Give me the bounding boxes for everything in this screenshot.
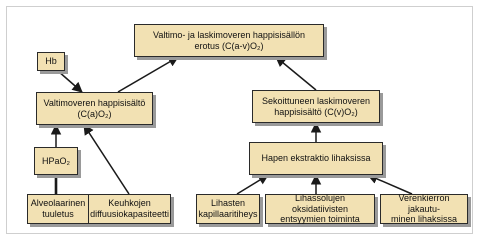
- arrow-capillarity-to-extraction: [237, 175, 268, 194]
- node-hpao2: [34, 147, 78, 175]
- node-hb: [37, 52, 65, 71]
- node-label-line: Lihasten: [210, 198, 246, 209]
- node-label-line: kapillaaritiheys: [198, 209, 258, 219]
- node-arterial-oxygen-content: [36, 92, 153, 125]
- arrow-diffusion-to-cao2: [84, 125, 129, 194]
- arrow-cvo2-to-difference: [276, 57, 316, 90]
- node-label-line: happisisältö (C(v)O₂): [274, 106, 358, 117]
- node-a-v-oxygen-difference: [134, 24, 324, 57]
- arrow-cao2-to-difference: [118, 57, 178, 92]
- node-label-line: Sekoittuneen laskimoveren: [261, 95, 371, 106]
- node-label: Hapen ekstraktio lihaksissa: [261, 153, 371, 164]
- node-label-line: Alveolaarinen: [30, 198, 86, 209]
- node-label-line: Lihassolujen oksidatiivisten: [291, 193, 349, 214]
- arrow-hb-to-cao2: [58, 71, 82, 92]
- node-label: Hb: [45, 56, 57, 67]
- node-blood-flow-distribution: [380, 194, 468, 224]
- node-oxidative-enzymes: [265, 194, 375, 224]
- node-label-line: Valtimoveren happisisältö: [43, 97, 146, 108]
- node-label-line: entsyymien toiminta: [280, 214, 360, 225]
- node-label-line: erotus (C(a-v)O₂): [194, 40, 264, 51]
- node-label-line: tuuletus: [42, 209, 74, 219]
- arrow-distribution-to-extraction: [368, 175, 412, 194]
- node-mixed-venous-oxygen-content: [252, 90, 380, 123]
- node-muscle-capillarity: [196, 194, 260, 224]
- node-label-line: Valtimo- ja laskimoveren happisisällön: [153, 29, 305, 40]
- node-lung-diffusion-capacity: [88, 194, 171, 224]
- node-label-line: diffuusiokapasiteetti: [90, 209, 169, 219]
- node-label-line: (C(a)O₂): [77, 108, 112, 119]
- node-alveolar-ventilation: [27, 194, 89, 224]
- node-label-line: Keuhkojen: [108, 198, 151, 209]
- node-label-line: Verenkierron jakautu-: [398, 193, 450, 214]
- node-oxygen-extraction: [249, 142, 383, 175]
- node-label-line: minen lihaksissa: [390, 214, 458, 225]
- node-label: HPaO₂: [41, 155, 70, 166]
